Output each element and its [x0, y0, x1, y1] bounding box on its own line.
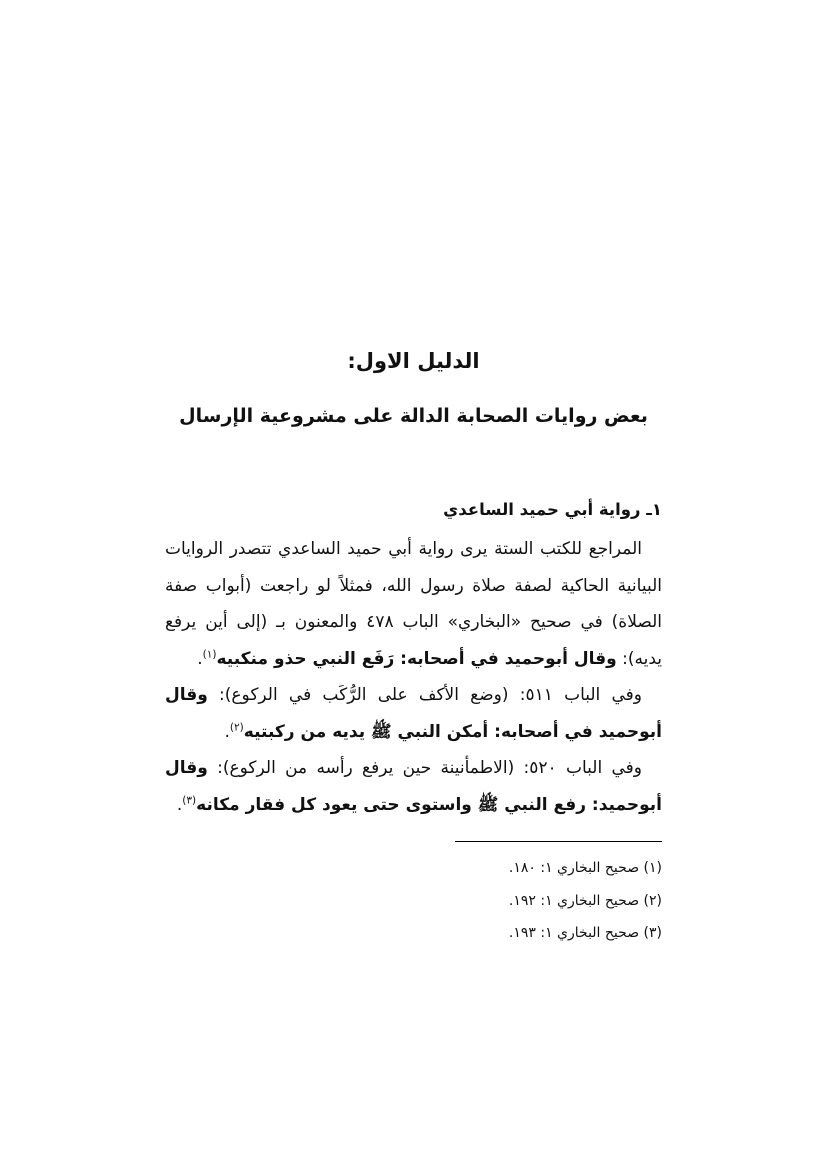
footnote-ref: (٢)	[229, 721, 244, 734]
hadith-quote-run: وقال أبوحميد: رفع النبي	[165, 758, 662, 815]
text-run: وفي الباب ٥٢٠: (الاطمأنينة حين يرفع رأسه من الركوع):	[207, 758, 642, 779]
text-run: .	[224, 721, 230, 742]
footnote-line: (٢) صحيح البخاري ١: ١٩٢.	[508, 892, 662, 909]
footnotes	[165, 852, 662, 949]
text-run: .	[176, 794, 183, 815]
footnote-ref: (٣)	[182, 794, 197, 807]
footnote-line: (١) صحيح البخاري ١: ١٨٠.	[508, 860, 662, 877]
text-run: المراجع للكتب الستة يرى رواية أبي حميد الساعدي تتصدر الروايات البيانية الحاكية لصفة صلاة رسول الله، فمثلاً لو راجعت (أبواب صفة الصلاة) في صحيح «البخاري» الباب ٤٧٨ والمعنون بـ (إلى أين يرفع يديه):	[165, 538, 662, 669]
footnote-separator	[455, 841, 662, 842]
hadith-quote-run: واستوى حتى يعود كل فقار مكانه	[196, 794, 478, 815]
text-run: .	[197, 648, 203, 669]
section-heading: ١ـ رواية أبي حميد الساعدي	[443, 499, 662, 519]
footnote-ref: (١)	[202, 647, 217, 660]
body-paragraph	[165, 677, 662, 750]
pbuh-symbol: ﷺ	[477, 794, 499, 815]
body-paragraph	[165, 750, 662, 823]
body-text	[165, 531, 662, 823]
hadith-quote-run: وقال أبوحميد في أصحابه: رَفَع النبي حذو منكبيه	[216, 648, 617, 669]
pbuh-symbol: ﷺ	[371, 721, 392, 742]
text-run: وفي الباب ٥١١: (وضع الأكف على الرُّكَب في الركوع):	[207, 685, 642, 706]
hadith-quote-run: يديه من ركبتيه	[243, 721, 372, 742]
page-title: الدليل الاول:	[347, 349, 480, 373]
hadith-quote-run: وقال أبوحميد في أصحابه: أمكن النبي	[165, 685, 662, 742]
footnote-line: (٣) صحيح البخاري ١: ١٩٣.	[508, 924, 662, 941]
page-subtitle: بعض روايات الصحابة الدالة على مشروعية الإرسال	[179, 405, 648, 428]
body-paragraph	[165, 531, 662, 677]
